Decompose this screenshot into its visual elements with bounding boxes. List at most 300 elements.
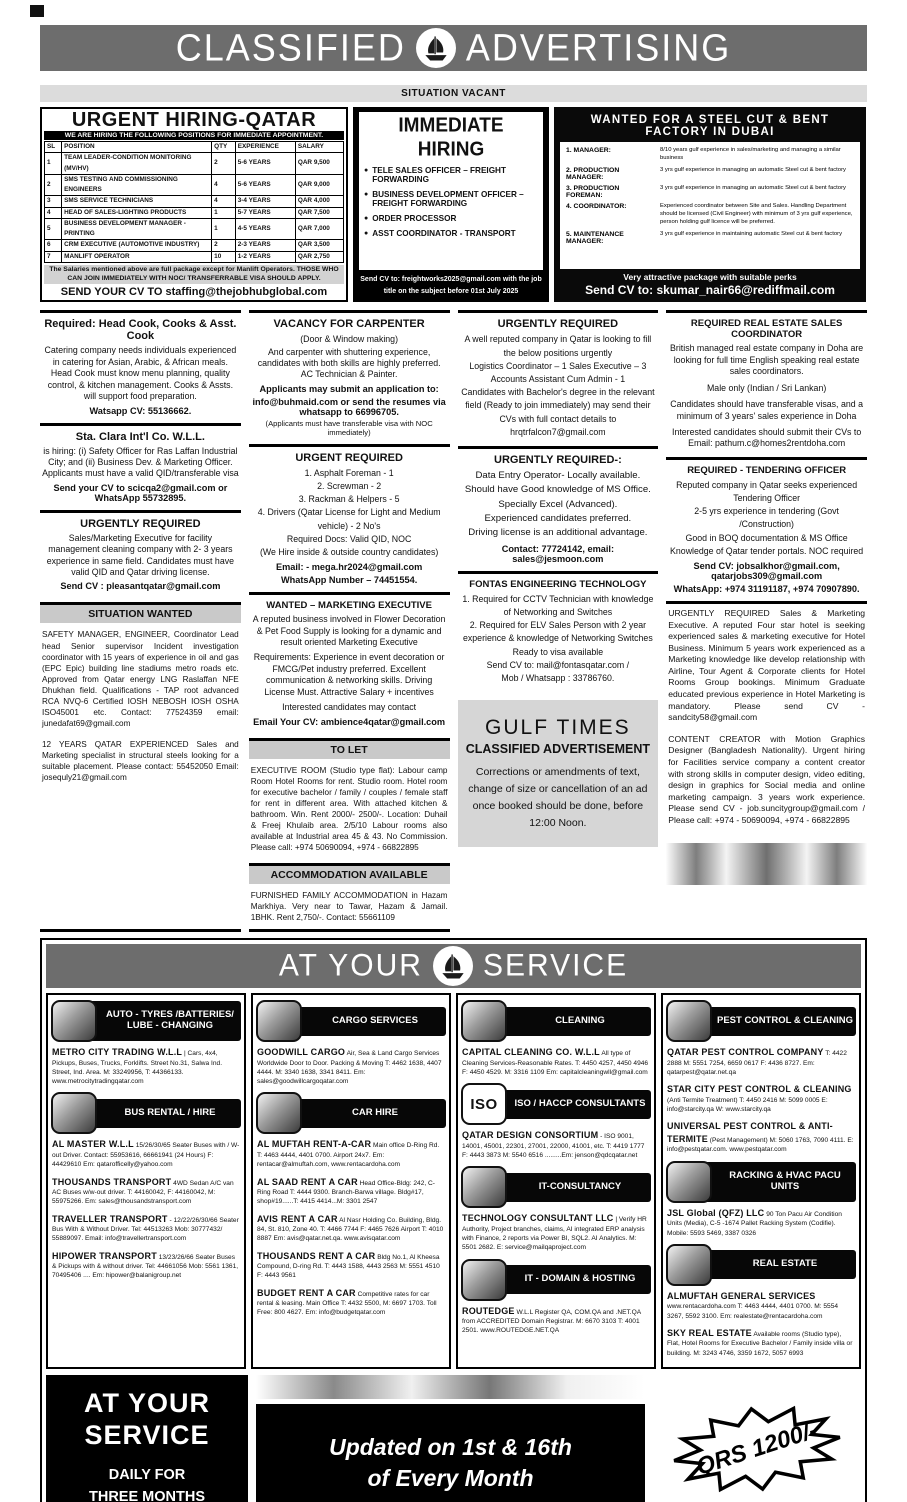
dhow-boat-logo-icon bbox=[416, 28, 456, 68]
ad-body: And carpenter with shuttering experience, candidates with both skills are highly preferred. AC Technician & Painter. bbox=[257, 346, 441, 380]
accommodation-listing: FURNISHED FAMILY ACCOMMODATION in Hazam Markhiya. Very near to Tawar, Hazam & Jamail. 1BHK. Rent 2,750/-. Contact: 55661109 bbox=[250, 891, 448, 923]
category-label: RACKING & HVAC PACU UNITS bbox=[703, 1162, 856, 1202]
service-entry bbox=[257, 1213, 445, 1244]
business-name: JSL Global (QFZ) LLC bbox=[667, 1207, 765, 1218]
business-name: ROUTEDGE bbox=[462, 1305, 515, 1316]
cell: 7 bbox=[45, 251, 62, 262]
service-entry bbox=[257, 1138, 445, 1169]
cargo-container-photo-icon bbox=[256, 1000, 302, 1042]
role-row bbox=[566, 147, 854, 163]
service-bottom-row bbox=[46, 1375, 861, 1502]
at-your-service-section bbox=[40, 938, 867, 1502]
business-name: METRO CITY TRADING W.L.L bbox=[52, 1047, 183, 1058]
cell: QAR 3,500 bbox=[295, 240, 343, 251]
job-item bbox=[364, 229, 538, 238]
service-entry bbox=[667, 1290, 855, 1321]
business-desc: Head Office-Bldg: 242, C-Ring Road T: 4444 9300. Branch-Barwa village. Bldg#17, shop#19......T: 4415 4414...M: 3301 2547 bbox=[257, 1179, 436, 1206]
business-name: HIPOWER TRANSPORT bbox=[52, 1250, 157, 1261]
ad-body: A reputed business involved in Flower Decoration & Pet Food Supply is looking for a dynamic and result oriented Marketing Executive bbox=[252, 614, 446, 648]
footer-line: title on the subject before 01st July 2025 bbox=[383, 287, 519, 295]
to-let-listing: EXECUTIVE ROOM (Studio type flat): Labour camp Room Hotel Rooms for rent. Studio room. Hotel room for executive bachelor / family / couples / female staff for rent in different area. With attached kitchen & bathroom. Win. Rent 2000/- 2500/-. Location: Duhail & Freej Khulaib area. 2/5/10 Labour rooms also available at Industrial area 45 & 43. No Commission. Please call: +974 50690094, +974 - 66822895 bbox=[250, 765, 448, 852]
cell: QAR 7,000 bbox=[295, 218, 343, 240]
notice-title: CLASSIFIED ADVERTISEMENT bbox=[465, 742, 651, 757]
promo-line: AT YOUR bbox=[83, 1387, 210, 1418]
business-name: THOUSANDS TRANSPORT bbox=[52, 1176, 172, 1187]
cell: SMS SERVICE TECHNICIANS bbox=[62, 196, 212, 207]
category-label: CAR HIRE bbox=[293, 1099, 446, 1128]
ad-title: REQUIRED - TENDERING OFFICER bbox=[687, 464, 847, 476]
ad-contact: Contact: 77724142, email: sales@jesmoon.com bbox=[501, 543, 615, 564]
immediate-hiring-body bbox=[359, 112, 543, 270]
service-entry bbox=[257, 1046, 445, 1086]
ad-contact: Email Your CV: ambience4qatar@gmail.com bbox=[253, 716, 446, 727]
service-entry bbox=[52, 1213, 240, 1244]
category-label: CLEANING bbox=[498, 1007, 651, 1036]
ad-line: Knowledge of Qatar tender portals. NOC required bbox=[670, 545, 864, 556]
updated-line: of Every Month bbox=[367, 1465, 534, 1492]
category-auto-tyres bbox=[51, 1000, 241, 1042]
role-label: 4. COORDINATOR: bbox=[566, 202, 627, 210]
cell: QAR 9,500 bbox=[295, 153, 343, 175]
business-desc: www.rentacardoha.com T: 4463 4444, 4401 0700. M: 5554 3267, 5592 3100. Em: realestate@rentacardoha.com bbox=[667, 1303, 839, 1320]
masthead-title-left: CLASSIFIED bbox=[175, 25, 406, 69]
ad-line: 2. Screwman - 2 bbox=[317, 481, 382, 492]
steel-factory-perks: Very attractive package with suitable perks bbox=[623, 272, 797, 283]
ad-title: URGENTLY REQUIRED bbox=[497, 318, 619, 331]
ad-apply-line: Applicants may submit an application to: bbox=[259, 383, 439, 394]
section-header-to-let: TO LET bbox=[249, 738, 450, 759]
role-label: 1. MANAGER: bbox=[566, 147, 611, 154]
section-header-situation-wanted: SITUATION WANTED bbox=[40, 602, 241, 623]
car-photo-icon bbox=[256, 1092, 302, 1134]
ad-body: Candidates should have transferable visas, and a minimum of 3 years' sales experience in Doha bbox=[670, 399, 863, 421]
cell: 4 bbox=[45, 207, 62, 218]
role-desc: 8/10 years gulf experience in sales/marketing and managing a similar business bbox=[660, 147, 841, 161]
footer-line: Send CV to: freightworks2025@gmail.com with the job bbox=[360, 275, 542, 283]
ad-contact: info@buhmaid.com or send the resumes via whatsapp to 66996705. bbox=[252, 396, 446, 417]
business-desc: 13/23/26/66 Seater Buses & Pickups with & without driver. Tel: 44661056 Mob: 5561 1361, 70495406 .... Em: hipower@balanigroup.net bbox=[52, 1253, 239, 1280]
price-starburst bbox=[656, 1392, 858, 1502]
cell: 2 bbox=[45, 174, 62, 196]
category-it-domain-hosting bbox=[461, 1259, 651, 1301]
business-name: QATAR DESIGN CONSORTIUM bbox=[462, 1130, 599, 1141]
ad-contact: Send your CV to scicqa2@gmail.com or WhatsApp 55732895. bbox=[53, 482, 228, 503]
cell: 3 bbox=[45, 196, 62, 207]
service-entry bbox=[462, 1305, 650, 1336]
cell: TEAM LEADER-CONDITION MONITORING (MV/HV) bbox=[62, 153, 212, 175]
updated-schedule-box bbox=[256, 1404, 645, 1502]
ad-line: 4. Drivers (Qatar License for Light and Medium vehicle) - 2 No's bbox=[257, 507, 441, 531]
service-entry bbox=[462, 1212, 650, 1252]
job-item bbox=[364, 166, 538, 184]
table-row bbox=[45, 240, 344, 251]
classifieds-column-2 bbox=[249, 310, 450, 932]
cell: QAR 2,750 bbox=[295, 251, 343, 262]
updated-line: Updated on 1st & 16th bbox=[329, 1434, 572, 1461]
business-name: QATAR PEST CONTROL COMPANY bbox=[667, 1047, 824, 1058]
col-header-salary: SALARY bbox=[295, 142, 343, 153]
table-row bbox=[45, 196, 344, 207]
ad-line: Data Entry Operator- Locally available. bbox=[475, 469, 641, 481]
cell: QAR 4,000 bbox=[295, 196, 343, 207]
table-header-row bbox=[45, 142, 344, 153]
service-entry bbox=[667, 1120, 855, 1154]
situation-wanted-listing-2: 12 YEARS QATAR EXPERIENCED Sales and Marketing specialist in structural steels looking for a suitable placement. Please contact: 55452050 Email: josequly21@gmail.com bbox=[42, 740, 239, 783]
ad-line: 1. Asphalt Foreman - 1 bbox=[304, 467, 394, 478]
gulf-times-notice bbox=[458, 700, 659, 847]
racking-photo-icon bbox=[666, 1161, 712, 1203]
it-consultancy-photo-icon bbox=[461, 1166, 507, 1208]
category-bus-rental bbox=[51, 1092, 241, 1134]
steel-factory-title: WANTED FOR A STEEL CUT & BENT FACTORY IN DUBAI bbox=[590, 114, 830, 138]
job-item-label: ● ASST COORDINATOR - TRANSPORT bbox=[372, 229, 516, 238]
notice-body: Corrections or amendments of text, change of size or cancellation of an ad once booked should be done, before 12:00 Noon. bbox=[468, 766, 648, 829]
business-desc: (Pest Management) M: 5060 1763, 7090 4111. E: info@pestqatar.com. www.pestqatar.com bbox=[667, 1136, 854, 1154]
urgent-hiring-subtitle: WE ARE HIRING THE FOLLOWING POSITIONS FOR IMMEDIATE APPOINTMENT. bbox=[44, 131, 344, 140]
table-row bbox=[45, 251, 344, 262]
ad-body: British managed real estate company in Doha are looking for full time English speaking real estate sales coordinators. bbox=[670, 343, 864, 377]
service-entry bbox=[462, 1046, 650, 1077]
job-item-label: ● TELE SALES OFFICER – FREIGHT FORWARDING bbox=[372, 166, 506, 184]
ad-line: Should have Good knowledge of MS Office. bbox=[464, 484, 651, 496]
ad-fontas-engineering bbox=[458, 571, 659, 692]
updated-promo-cell bbox=[256, 1375, 645, 1502]
business-desc: Available rooms (Studio type), Flat, Hotel Rooms for Executive Bachelor / Family inside villa or building. M: 3243 4746, 3359 1672, 5057 6993 bbox=[667, 1330, 853, 1357]
iso-badge-icon bbox=[461, 1083, 507, 1125]
ad-head-cook bbox=[40, 310, 241, 422]
col-header-sl: SL bbox=[45, 142, 62, 153]
ad-asphalt-crew bbox=[249, 444, 450, 592]
steel-factory-roles bbox=[560, 142, 860, 269]
ad-tendering-officer bbox=[666, 457, 867, 601]
ad-line: 1. Required for CCTV Technician with knowledge of Networking and Switches bbox=[462, 593, 654, 618]
business-desc: 15/26/30/65 Seater Buses with / W-out Driver. Contact: 55953616, 66661941 (24 Hours) F: 44429610 Em: qatarofficelly@yahoo.com bbox=[52, 1142, 240, 1169]
category-it-consultancy bbox=[461, 1166, 651, 1208]
service-entry bbox=[52, 1176, 240, 1207]
price-burst-cell bbox=[653, 1375, 861, 1502]
ad-body: Catering company needs individuals experienced in catering for Asian, Arabic, & African meals. Head Cook must know menu planning, quality control, & kitchen management. Cooks & Assts. will support food preparation. bbox=[44, 345, 237, 402]
masthead bbox=[40, 25, 867, 71]
role-label: 5. MAINTENANCE MANAGER: bbox=[566, 230, 624, 245]
urgent-hiring-footnote: The Salaries mentioned above are full package except for Manlift Operators. THOSE WHO CAN JOIN IMMEDIATELY WITH NOC/ TRANSFERRABLE VISA SHOULD APPLY. bbox=[44, 265, 344, 285]
ad-carpenter bbox=[249, 310, 450, 443]
ad-body: is hiring: (i) Safety Officer for Ras Laffan Industrial City; and (ii) Business Dev. & Marketing Officer. Applicants must have a valid QID/transferable visa bbox=[42, 445, 239, 479]
ad-title: Sta. Clara Int'l Co. W.L.L. bbox=[75, 430, 205, 443]
gulf-times-brand: GULF TIMES bbox=[485, 716, 631, 740]
urgent-hiring-cta: SEND YOUR CV TO staffing@thejobhubglobal.com bbox=[60, 286, 328, 299]
service-entry bbox=[257, 1287, 445, 1318]
service-column-4 bbox=[661, 993, 861, 1369]
service-column-2 bbox=[251, 993, 451, 1369]
role-row bbox=[566, 231, 854, 245]
business-name: TRAVELLER TRANSPORT bbox=[52, 1213, 168, 1224]
cell: 1 bbox=[212, 207, 236, 218]
business-desc: | Verify HR Authority, Project branches, claims, AI integrated ERP analysis with Finance, 2 reports via Power BI, SQL2. AI Analytics. M: 5501 2682. E: service@mailqaproject.com bbox=[462, 1216, 647, 1252]
service-entry bbox=[257, 1250, 445, 1281]
table-row bbox=[45, 207, 344, 218]
role-desc: 3 yrs gulf experience in maintaining automatic Steel cut & bent factory bbox=[660, 230, 843, 237]
cell: 10 bbox=[212, 251, 236, 262]
ad-line: Tendering Officer bbox=[733, 492, 801, 503]
positions-table bbox=[44, 141, 344, 263]
ad-line: Experienced candidates preferred. bbox=[484, 513, 632, 525]
ad-contact: Email: - mega.hr2024@gmail.com bbox=[275, 562, 423, 573]
ad-title: URGENTLY REQUIRED-: bbox=[494, 453, 622, 466]
pest-control-worker-photo-icon bbox=[666, 1000, 712, 1042]
role-desc: Experienced coordinator between Site and Sales. Handling Department should be licensed (Civil Engineer) with minimum of 3 yrs gulf experience, person holding gulf licence will be preferred. bbox=[660, 202, 853, 225]
business-desc: Bldg No.1, Al Kheesa Compound, D-ring Rd. T: 4443 1588, 4443 2563 M: 5551 4510 F: 4443 9561 bbox=[257, 1253, 440, 1280]
top-ads-row bbox=[40, 107, 867, 302]
ad-contact: Watsapp CV: 55136662. bbox=[89, 405, 192, 416]
cell: 5-6 YEARS bbox=[235, 153, 295, 175]
ad-line: Ready to visa available bbox=[512, 646, 604, 657]
ad-line: Required Docs: Valid QID, NOC bbox=[286, 533, 412, 544]
business-desc: T: 4422 2888 M: 5551 7254, 6659 0617 F: 4436 8727. Em: qatarpest@qatar.net.qa bbox=[667, 1050, 847, 1077]
cell: 5-6 YEARS bbox=[235, 174, 295, 196]
business-desc: | Cars, 4x4, Pickups, Buses, Trucks, Forklifts. Street No.31, Salwa Ind. Street, Ind. Area. M: 33249956, T: 44366133. www.metrocitytradingqatar.com bbox=[52, 1050, 223, 1086]
ad-sta-clara bbox=[40, 423, 241, 510]
classifieds-column-4 bbox=[666, 310, 867, 932]
business-name: AL MUFTAH RENT-A-CAR bbox=[257, 1139, 372, 1150]
ad-title: URGENTLY REQUIRED bbox=[80, 517, 201, 530]
category-pest-control bbox=[666, 1000, 856, 1042]
business-desc: 4WD Sedan A/C van AC Buses w/w-out driver. T: 44160042, F: 44160042, M: 55975266. Em: sales@thousandstransport.com bbox=[52, 1179, 234, 1206]
ad-contact: WhatsApp Number – 74451554. bbox=[280, 575, 418, 586]
role-label: 3. PRODUCTION FOREMAN: bbox=[566, 184, 620, 199]
immediate-hiring-title: IMMEDIATE HIRING bbox=[398, 114, 504, 161]
ad-line: 2-5 yrs experience in tendering (Govt /Construction) bbox=[694, 506, 839, 530]
building-photo-icon bbox=[666, 1244, 712, 1286]
globe-network-photo-icon bbox=[461, 1259, 507, 1301]
ad-contact: Send CV : pleasantqatar@gmail.com bbox=[60, 581, 221, 592]
ad-body: Interested candidates should submit their CVs to Email: pathum.c@homes2rentdoha.com bbox=[672, 426, 862, 449]
decorative-metallic-strip bbox=[256, 1375, 645, 1399]
cell: 1 bbox=[45, 153, 62, 175]
business-desc: Air, Sea & Land Cargo Services Worldwide Door to Door. Packing & Moving T: 4462 1638, 4407 4444. M: 3340 1638, 3341 8411. Em: sales@goodwillcargoqatar.com bbox=[257, 1050, 442, 1086]
category-label: IT-CONSULTANCY bbox=[498, 1173, 651, 1202]
service-column-1 bbox=[46, 993, 246, 1369]
ad-title: URGENT REQUIRED bbox=[295, 451, 403, 464]
ad-facility-sales bbox=[40, 510, 241, 599]
category-label: REAL ESTATE bbox=[703, 1250, 856, 1279]
service-column-3 bbox=[456, 993, 656, 1369]
at-your-service-header bbox=[46, 944, 861, 988]
job-item bbox=[364, 214, 538, 223]
cell: QAR 7,500 bbox=[295, 207, 343, 218]
category-car-hire bbox=[256, 1092, 446, 1134]
at-your-service-promo-box bbox=[46, 1375, 248, 1502]
col-header-qty: QTY bbox=[212, 142, 236, 153]
promo-line: THREE MONTHS bbox=[89, 1489, 205, 1502]
ad-immediate-hiring bbox=[353, 107, 549, 302]
category-label: IT - DOMAIN & HOSTING bbox=[498, 1265, 651, 1294]
bus-photo-icon bbox=[51, 1092, 97, 1134]
cell: 4-5 YEARS bbox=[235, 218, 295, 240]
service-entry bbox=[52, 1250, 240, 1281]
business-name: ALMUFTAH GENERAL SERVICES bbox=[667, 1290, 816, 1301]
ad-contact: Send CV: jobsalkhor@gmail.com, qatarjobs309@gmail.com bbox=[693, 560, 840, 581]
cell: BUSINESS DEVELOPMENT MANAGER -PRINTING bbox=[62, 218, 212, 240]
ad-body: Interested candidates may contact bbox=[282, 702, 417, 713]
ad-note: (Applicants must have transferable visa with NOC immediately) bbox=[265, 418, 433, 437]
steel-factory-cta: Send CV to: skumar_nair66@rediffmail.com bbox=[585, 283, 835, 298]
classifieds-column-1 bbox=[40, 310, 241, 932]
cell: QAR 9,000 bbox=[295, 174, 343, 196]
business-desc: W.L.L Register QA, COM.QA and .NET.QA from ACCREDITED Domain Registrar. M: 6670 3103 T: 4001 2501. www.ROUTEDGE.NET.QA bbox=[462, 1308, 641, 1335]
business-desc: (Anti Termite Treatment) T: 4450 2416 M: 5099 0005 E: info@starcity.qa W: www.starcity.qa bbox=[667, 1096, 828, 1114]
hotel-sales-listing: URGENTLY REQUIRED Sales & Marketing Executive. A reputed Four star hotel is seeking experienced sales & marketing executive for Hotel Business. Minimum 5 years work experienced as a Marketing knowledge like develop relationship with Airline, Tour Agent & Corporate clients for Hotel Rooms Group bookings. Minimum Graduate educated previous experience in Hotel Marketing is mandatory. Please send CV - sandcity58@gmail.com bbox=[666, 601, 867, 730]
role-row bbox=[566, 203, 854, 227]
decorative-metallic-bar bbox=[666, 843, 867, 885]
business-desc: Main office D-Ring Rd. T: 4463 4444, 4401 0700. Airport 24x7. Em: rentacar@almuftah.com, www.rentacardoha.com bbox=[257, 1142, 440, 1169]
service-entry bbox=[52, 1046, 240, 1086]
ad-marketing-executive bbox=[249, 592, 450, 733]
service-columns bbox=[46, 993, 861, 1369]
service-entry bbox=[462, 1129, 650, 1160]
ad-title: Required: Head Cook, Cooks & Asst. Cook bbox=[44, 318, 237, 343]
ad-data-entry bbox=[458, 446, 659, 571]
classifieds-columns bbox=[40, 310, 867, 932]
service-header-right: SERVICE bbox=[482, 948, 629, 984]
category-cleaning bbox=[461, 1000, 651, 1042]
business-desc: Competitive rates for car rental & leasing. Main Office T: 4432 5500, M: 6697 1703. Toll Free: 800 4627. Em: info@budgetqatar.com bbox=[257, 1290, 437, 1317]
role-row bbox=[566, 167, 854, 181]
business-desc: - 12/22/26/30/66 Seater Bus With & Without Driver. Tel: 44513263 Mob: 30777432/ 55889097. Email: info@travellertransport.com bbox=[52, 1216, 239, 1243]
cell: 5 bbox=[45, 218, 62, 240]
service-entry bbox=[667, 1083, 855, 1114]
cell: 1 bbox=[212, 218, 236, 240]
ad-contact: WhatsApp: +974 31191187, +974 70907890. bbox=[673, 583, 860, 594]
cell: CRM EXECUTIVE (AUTOMOTIVE INDUSTRY) bbox=[62, 240, 212, 251]
ad-line: Good in BOQ documentation & MS Office bbox=[685, 532, 848, 543]
service-entry bbox=[667, 1046, 855, 1077]
category-label: CARGO SERVICES bbox=[293, 1007, 446, 1036]
cell: SMS TESTING AND COMMISSIONING ENGINEERS bbox=[62, 174, 212, 196]
cell: 3-4 YEARS bbox=[235, 196, 295, 207]
category-racking-hvac bbox=[666, 1161, 856, 1203]
role-label: 2. PRODUCTION MANAGER: bbox=[566, 166, 620, 181]
ad-title: VACANCY FOR CARPENTER bbox=[273, 318, 425, 331]
ad-subtitle: (Door & Window making) bbox=[300, 334, 399, 345]
promo-line: DAILY FOR bbox=[108, 1466, 186, 1483]
category-iso-haccp bbox=[461, 1083, 651, 1125]
ad-line: Candidates with Bachelor's degree in the relevant field (Ready to join immediately) may send their CVs with full contact details to hrqtrfalcon7@gmail.com bbox=[461, 387, 655, 437]
cell: 2 bbox=[212, 153, 236, 175]
tyre-shop-photo-icon bbox=[51, 1000, 97, 1042]
table-row bbox=[45, 153, 344, 175]
ad-line: Accounts Assistant Cum Admin - 1 bbox=[490, 373, 626, 384]
ad-title: REQUIRED REAL ESTATE SALES COORDINATOR bbox=[690, 318, 843, 341]
ad-line: Logistics Coordinator – 1 Sales Executive – 3 bbox=[469, 360, 647, 371]
dhow-boat-logo-icon bbox=[433, 946, 473, 986]
ad-line: 3. Rackman & Helpers - 5 bbox=[298, 494, 400, 505]
ad-body: Sales/Marketing Executive for facility management cleaning company with 2- 3 years experience in same field. Candidates must have valid QID and Qatar driving license. bbox=[46, 532, 235, 578]
ad-title: WANTED – MARKETING EXECUTIVE bbox=[266, 600, 432, 612]
ad-line: Reputed company in Qatar seeks experienced bbox=[676, 479, 858, 490]
service-header-left: AT YOUR bbox=[278, 948, 423, 984]
cell: HEAD OF SALES-LIGHTING PRODUCTS bbox=[62, 207, 212, 218]
business-name: SKY REAL ESTATE bbox=[667, 1327, 752, 1338]
cell: 6 bbox=[45, 240, 62, 251]
section-header-accommodation: ACCOMMODATION AVAILABLE bbox=[249, 863, 450, 884]
cell: 1-2 YEARS bbox=[235, 251, 295, 262]
business-name: UNIVERSAL PEST CONTROL & ANTI-TERMITE bbox=[667, 1121, 833, 1144]
cell: 4 bbox=[212, 196, 236, 207]
ad-body: Male only (Indian / Sri Lankan) bbox=[706, 382, 827, 393]
category-label: BUS RENTAL / HIRE bbox=[88, 1099, 241, 1128]
ad-line: Send CV to: mail@fontasqatar.com / bbox=[486, 659, 630, 670]
col-header-experience: EXPERIENCE bbox=[235, 142, 295, 153]
cell: 5-7 YEARS bbox=[235, 207, 295, 218]
classifieds-column-3 bbox=[458, 310, 659, 932]
business-name: STAR CITY PEST CONTROL & CLEANING bbox=[667, 1084, 852, 1095]
cleaning-crew-photo-icon bbox=[461, 1000, 507, 1042]
business-name: BUDGET RENT A CAR bbox=[257, 1287, 356, 1298]
ad-steel-factory-dubai bbox=[554, 107, 866, 302]
col-header-position: POSITION bbox=[62, 142, 212, 153]
iso-badge-text: ISO bbox=[470, 1095, 498, 1113]
business-desc: Al Nasr Holding Co. Building, Bldg. 84, St. 810, Zone 40. T: 4466 7744 F: 4465 7626 Airport T: 4010 8887 Em: avis@qatar.net.qa. www.avisqatar.com bbox=[257, 1216, 444, 1243]
cell: 2 bbox=[212, 240, 236, 251]
service-entry bbox=[257, 1176, 445, 1207]
ad-logistics-company bbox=[458, 310, 659, 446]
price-burst-text: QRS 1200/- bbox=[693, 1416, 821, 1481]
category-real-estate bbox=[666, 1244, 856, 1286]
job-item-label: ● BUSINESS DEVELOPMENT OFFICER – FREIGHT FORWARDING bbox=[372, 190, 524, 208]
ad-line: Specially Excel (Advanced). bbox=[498, 498, 618, 510]
cell: 4 bbox=[212, 174, 236, 196]
ad-line: Mob / Whatsapp : 33786760. bbox=[501, 672, 615, 683]
role-row bbox=[566, 185, 854, 199]
category-label: ISO / HACCP CONSULTANTS bbox=[498, 1090, 651, 1119]
business-name: TECHNOLOGY CONSULTANT LLC bbox=[462, 1213, 614, 1224]
role-desc: 3 yrs gulf experience in managing an automatic Steel cut & bent factory bbox=[660, 184, 846, 191]
ad-line: 2. Required for ELV Sales Person with 2 year experience & knowledge of Networking Switches bbox=[463, 620, 653, 644]
service-entry bbox=[667, 1327, 855, 1358]
page-crop-mark bbox=[30, 5, 44, 17]
business-name: THOUSANDS RENT A CAR bbox=[257, 1250, 376, 1261]
ad-title: FONTAS ENGINEERING TECHNOLOGY bbox=[469, 578, 647, 590]
business-desc: - ISO 9001, 14001, 45001, 22301, 27001, 22000, 41001, etc. T: 4419 1777 F: 4443 3873 M: 5540 6516 .........Em: jenson@qdcqatar.net bbox=[462, 1133, 645, 1160]
table-row bbox=[45, 174, 344, 196]
business-desc: All type of Cleaning Services-Reasonable Rates. T: 4450 4257, 4450 4946 F: 4450 4529. M: 3316 1109 Em: capitalcleaningwll@gmail.com bbox=[462, 1050, 649, 1077]
business-desc: 90 Ton Pacu Air Condition Units (Media), C-5 -1674 Pallet Racking System (Codifie). Mobile: 5593 5469, 3387 0326 bbox=[667, 1210, 842, 1237]
immediate-hiring-footer bbox=[359, 270, 543, 298]
service-entry bbox=[52, 1138, 240, 1169]
business-name: CAPITAL CLEANING CO. W.L.L bbox=[462, 1047, 600, 1058]
category-label: AUTO - TYRES /BATTERIES/ LUBE - CHANGING bbox=[88, 1001, 241, 1041]
job-item-label: ● ORDER PROCESSOR bbox=[372, 214, 457, 223]
ad-line: A well reputed company in Qatar is looking to fill the below positions urgently bbox=[464, 334, 652, 358]
business-name: GOODWILL CARGO bbox=[257, 1047, 346, 1058]
ad-body: Requirements: Experience in event decoration or FMCG/Pet industry preferred. Excellent communication & networking skills. Driving License Must. Attractive Salary + incentives bbox=[253, 652, 445, 697]
content-creator-listing: CONTENT CREATOR with Motion Graphics Designer (Bangladesh Nationality). Urgent hiring for Facilities service company a content creator with strong skills in computer design, video editing, design in graphics for Social media and online marketing campaign. 3 years work experience. Please send CV - job.suncitygroup@gmail.com / Please call: +974 - 50690094, +974 - 66822895 bbox=[668, 733, 865, 825]
cell: MANLIFT OPERATOR bbox=[62, 251, 212, 262]
business-name: AL MASTER W.L.L bbox=[52, 1139, 134, 1150]
ad-urgent-hiring-qatar bbox=[40, 107, 348, 302]
table-row bbox=[45, 218, 344, 240]
situation-wanted-listing-1: SAFETY MANAGER, ENGINEER, Coordinator Lead head Senior supervisor Incident investigation coordinator with 15 years of experience in oil and gas (EPC Epic) building line stadiums metro roads etc. Approved from Qatar energy LNG Raslaffan NFE Dhukhan field. Qualifications - TAP root advanced RCA NVQ-6 Certified IOSH NEBOSH IOSH OSHA ISO45001 etc. Contact: 77524359 email: junedafat69@gmail.com bbox=[42, 630, 239, 728]
ad-real-estate-coordinator bbox=[666, 310, 867, 456]
urgent-hiring-title: URGENT HIRING-QATAR bbox=[71, 109, 317, 131]
category-cargo bbox=[256, 1000, 446, 1042]
section-bar-situation-vacant: SITUATION VACANT bbox=[40, 85, 867, 102]
cell: 2-3 YEARS bbox=[235, 240, 295, 251]
business-name: AVIS RENT A CAR bbox=[257, 1213, 338, 1224]
promo-line: SERVICE bbox=[84, 1420, 210, 1451]
ad-line: Driving license is an additional advantage. bbox=[468, 527, 648, 539]
business-name: AL SAAD RENT A CAR bbox=[257, 1176, 358, 1187]
